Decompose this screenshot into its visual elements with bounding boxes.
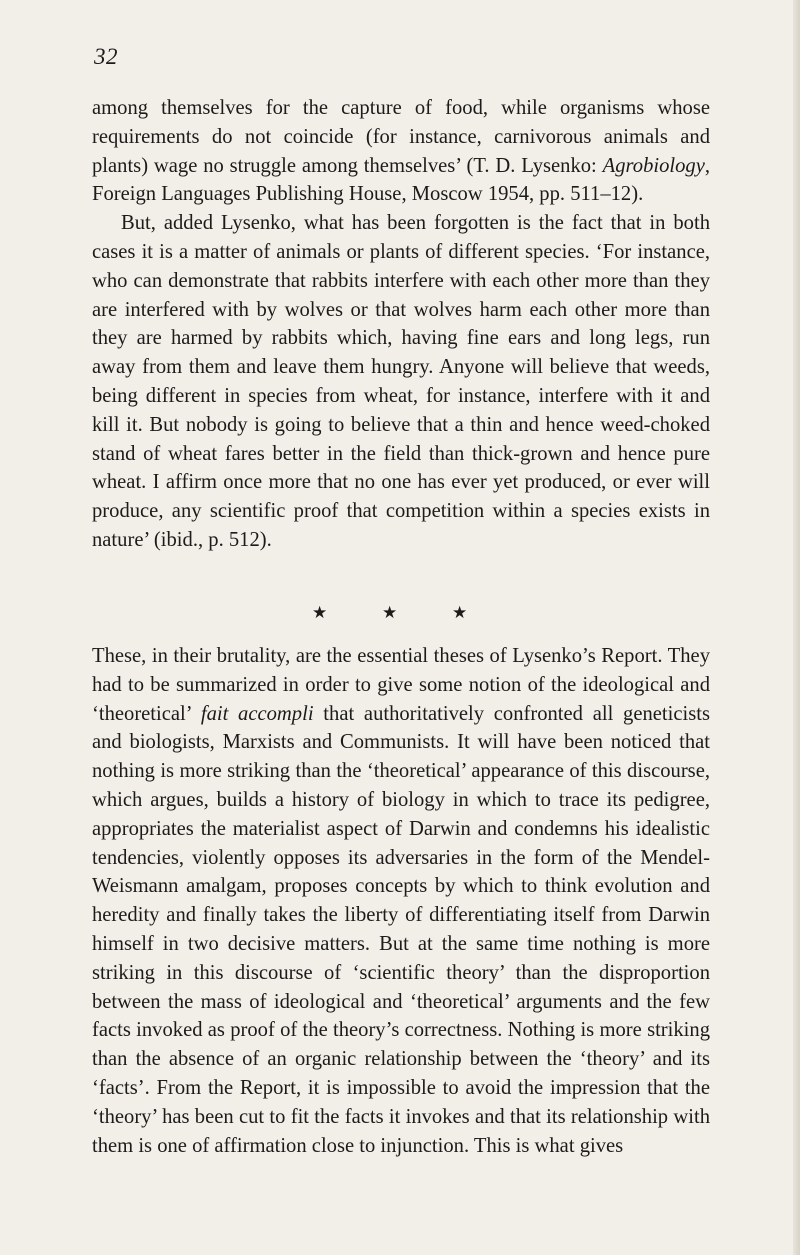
paragraph-text: , Foreign Languages Publishing House, Moscow 1954, pp. 511–12). <box>92 154 710 206</box>
paragraph-theses <box>92 642 710 1160</box>
page-number: 32 <box>94 44 118 69</box>
italic-phrase: fait accompli <box>200 702 314 725</box>
paragraph-lysenko-added: But, added Lysenko, what has been forgotten is the fact that in both cases it is a matter of animals or plants of different species. ‘For instance, who can demonstrate that rabbits interfere with each other more than they are interfered with by wolves or that wolves harm each other more than they are harmed by rabbits which, having fine ears and long legs, run away from them and leave them hungry. Anyone will believe that weeds, being different in species from wheat, for instance, interfere with it and kill it. But nobody is going to believe that a thin and hence weed-choked stand of wheat fares better in the field than thick-grown and hence pure wheat. I affirm once more that no one has ever yet produced, or ever will produce, any scientific proof that competition within a species exists in nature’ (ibid., p. 512). <box>92 212 710 551</box>
page-edge <box>793 0 800 1255</box>
paragraph-text: that authoritatively confronted all geneticists and biologists, Marxists and Communists. It will have been noticed that nothing is more striking than the ‘theoretical’ appearance of this discourse, which argues, builds a history of biology in which to trace its pedigree, appropriates the materialist aspect of Darwin and condemns his idealistic tendencies, violently opposes its adversaries in the form of the Mendel-Weismann amalgam, proposes concepts by which to think evolution and heredity and finally takes the liberty of differentiating itself from Darwin himself in two decisive matters. But at the same time nothing is more striking in this discourse of ‘scientific theory’ than the disproportion between the mass of ideological and ‘theoretical’ arguments and the few facts invoked as proof of the theory’s correctness. Nothing is more striking than the absence of an organic relationship between the ‘theory’ and its ‘facts’. From the Report, it is impossible to avoid the impression that the ‘theory’ has been cut to fit the facts it invokes and that its relationship with them is one of affirmation close to injunction. This is what gives <box>92 702 710 1157</box>
section-break-star: ★ <box>312 603 328 622</box>
text-block-continuation <box>92 94 710 555</box>
section-break-star: ★ <box>452 603 468 622</box>
book-title: Agrobiology <box>602 154 705 177</box>
text-block-analysis <box>92 642 710 1160</box>
paragraph-text: among themselves for the capture of food, while organisms whose requirements do not coincide (for instance, carnivorous animals and plants) wage no struggle among themselves’ (T. D. Lysenko: <box>92 97 710 177</box>
paragraph-text: These, in their brutality, are the essential theses of Lysenko’s Report. They had to be summarized in order to give some notion of the ideological and ‘theoretical’ <box>92 645 710 725</box>
section-break <box>0 601 800 625</box>
paragraph-quote-continuation <box>92 94 710 209</box>
section-break-star: ★ <box>382 603 398 622</box>
